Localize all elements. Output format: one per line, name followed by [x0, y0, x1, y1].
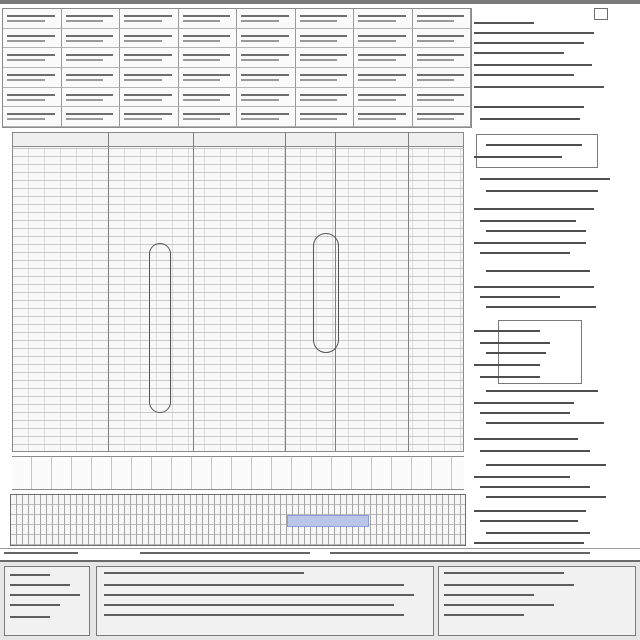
header-cell[interactable]	[237, 68, 296, 88]
header-cell[interactable]	[354, 107, 413, 127]
status-line	[330, 552, 480, 554]
lower-band	[12, 456, 464, 490]
header-cell[interactable]	[179, 9, 238, 29]
header-cell[interactable]	[413, 29, 472, 49]
panel-line	[474, 402, 574, 404]
panel-line	[480, 520, 578, 522]
panel-line	[474, 542, 584, 544]
column-divider	[408, 133, 409, 451]
header-cell[interactable]	[179, 88, 238, 108]
header-cell[interactable]	[296, 29, 355, 49]
header-cell[interactable]	[354, 9, 413, 29]
toolbar-line	[444, 614, 524, 616]
panel-line	[474, 510, 586, 512]
header-cell[interactable]	[296, 88, 355, 108]
panel-line	[474, 286, 594, 288]
toolbar-line	[444, 604, 554, 606]
panel-line	[474, 438, 578, 440]
handwritten-annotation	[149, 243, 171, 413]
header-cell[interactable]	[179, 68, 238, 88]
status-line	[140, 552, 310, 554]
toolbar-line	[104, 572, 304, 574]
panel-line	[480, 252, 570, 254]
header-cell[interactable]	[3, 68, 62, 88]
header-cell[interactable]	[3, 9, 62, 29]
status-strip	[0, 548, 640, 558]
header-cell[interactable]	[120, 48, 179, 68]
header-cell[interactable]	[296, 9, 355, 29]
column-divider	[285, 133, 286, 451]
header-cell[interactable]	[179, 48, 238, 68]
panel-line	[486, 422, 604, 424]
header-cell[interactable]	[179, 29, 238, 49]
panel-line	[486, 190, 598, 192]
status-line	[480, 552, 590, 554]
panel-line	[480, 450, 590, 452]
bottom-toolbar	[0, 560, 640, 640]
panel-line	[486, 352, 546, 354]
column-divider	[193, 133, 194, 451]
toolbar-line	[10, 616, 50, 618]
header-cell[interactable]	[120, 88, 179, 108]
panel-line	[480, 296, 560, 298]
header-cell[interactable]	[120, 29, 179, 49]
selected-cell[interactable]	[287, 515, 369, 527]
info-line	[474, 52, 564, 54]
toolbar-line	[10, 594, 80, 596]
header-cell[interactable]	[413, 88, 472, 108]
toolbar-line	[444, 572, 564, 574]
info-block	[472, 8, 620, 98]
panel-line	[480, 220, 576, 222]
header-cell[interactable]	[62, 107, 121, 127]
toolbar-line	[104, 594, 414, 596]
main-grid-header	[13, 133, 463, 147]
header-grid	[2, 8, 472, 128]
header-cell[interactable]	[413, 48, 472, 68]
header-cell[interactable]	[354, 29, 413, 49]
header-cell[interactable]	[3, 88, 62, 108]
toolbar-line	[104, 584, 404, 586]
toolbar-line	[104, 614, 404, 616]
header-cell[interactable]	[179, 107, 238, 127]
header-cell[interactable]	[3, 107, 62, 127]
panel-line	[486, 496, 606, 498]
header-cell[interactable]	[237, 29, 296, 49]
toolbar-section[interactable]	[438, 566, 636, 636]
info-line	[474, 74, 574, 76]
header-cell[interactable]	[3, 48, 62, 68]
panel-line	[486, 144, 582, 146]
header-cell[interactable]	[62, 9, 121, 29]
header-cell[interactable]	[3, 29, 62, 49]
toolbar-line	[10, 584, 70, 586]
header-cell[interactable]	[354, 48, 413, 68]
header-cell[interactable]	[120, 107, 179, 127]
header-cell[interactable]	[62, 68, 121, 88]
toolbar-line	[444, 584, 574, 586]
panel-line	[486, 532, 590, 534]
panel-line	[474, 364, 540, 366]
header-cell[interactable]	[62, 48, 121, 68]
info-line	[474, 64, 592, 66]
bottom-table[interactable]	[10, 494, 466, 546]
panel-line	[480, 412, 570, 414]
toolbar-line	[10, 574, 50, 576]
panel-line	[474, 330, 540, 332]
header-cell[interactable]	[413, 107, 472, 127]
info-line	[474, 22, 534, 24]
header-cell[interactable]	[413, 9, 472, 29]
header-cell[interactable]	[62, 29, 121, 49]
handwritten-annotation	[313, 233, 339, 353]
header-cell[interactable]	[296, 48, 355, 68]
panel-line	[474, 476, 570, 478]
toolbar-section[interactable]	[96, 566, 434, 636]
panel-line	[474, 156, 562, 158]
panel-line	[480, 178, 610, 180]
panel-line	[480, 376, 540, 378]
panel-line	[474, 208, 594, 210]
panel-line	[486, 464, 606, 466]
header-cell[interactable]	[354, 88, 413, 108]
status-line	[4, 552, 78, 554]
header-cell[interactable]	[296, 107, 355, 127]
panel-box[interactable]	[476, 134, 598, 168]
main-grid[interactable]	[12, 132, 464, 452]
toolbar-section[interactable]	[4, 566, 90, 636]
toolbar-line	[10, 604, 60, 606]
right-panel	[468, 100, 628, 548]
info-line	[474, 86, 604, 88]
info-line	[474, 32, 594, 34]
header-cell[interactable]	[237, 48, 296, 68]
window-top-edge	[0, 0, 640, 4]
panel-line	[486, 270, 590, 272]
header-cell[interactable]	[62, 88, 121, 108]
panel-line	[474, 106, 584, 108]
info-line	[474, 42, 584, 44]
panel-line	[486, 230, 586, 232]
header-cell[interactable]	[237, 88, 296, 108]
header-cell[interactable]	[413, 68, 472, 88]
panel-line	[486, 390, 598, 392]
header-cell[interactable]	[296, 68, 355, 88]
header-cell[interactable]	[120, 9, 179, 29]
header-cell[interactable]	[120, 68, 179, 88]
corner-icon[interactable]	[594, 8, 608, 20]
header-cell[interactable]	[237, 9, 296, 29]
panel-line	[486, 306, 596, 308]
toolbar-line	[444, 594, 534, 596]
panel-line	[480, 342, 550, 344]
toolbar-line	[104, 604, 394, 606]
header-cell[interactable]	[354, 68, 413, 88]
header-cell[interactable]	[237, 107, 296, 127]
panel-line	[480, 118, 580, 120]
column-divider	[108, 133, 109, 451]
panel-line	[480, 486, 590, 488]
panel-line	[474, 242, 586, 244]
